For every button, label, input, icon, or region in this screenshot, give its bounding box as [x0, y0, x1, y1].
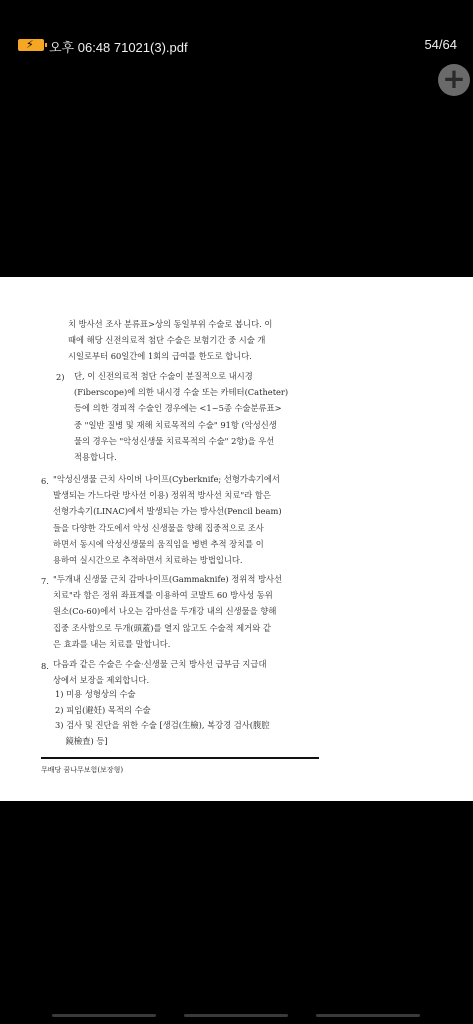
text-line: 집중 조사함으로 두개(頭蓋)를 열지 않고도 수술적 제거와 같: [53, 622, 271, 633]
item-8-sublist: [55, 687, 270, 749]
text-line: 선형가속기(LINAC)에서 발생되는 가는 방사선(Pencil beam): [53, 506, 282, 517]
page-counter: 54/64: [424, 37, 457, 52]
zoom-in-button[interactable]: +: [438, 64, 470, 96]
item-7-number: 7.: [41, 576, 49, 586]
list-item: 3) 검사 및 진단을 위한 수술 [생검(生檢), 복강경 검사(腹腔: [55, 720, 270, 730]
text-line: 중 "일반 질병 및 재해 치료목적의 수술" 91항 (악성신생: [74, 419, 277, 430]
text-line: 은 효과를 내는 치료를 말합니다.: [53, 638, 171, 649]
item-8-number: 8.: [41, 661, 49, 671]
list-item: 1) 미용 성형상의 수술: [55, 689, 136, 699]
text-line: 단, 이 신전의료적 첨단 수술이 분질적으로 내시경: [74, 371, 253, 381]
nav-handle-right[interactable]: [316, 1014, 420, 1017]
battery-charging-icon: ⚡: [18, 39, 44, 51]
text-line: 등에 의한 경피적 수술인 경우에는 <1~5종 수술분류표>: [74, 403, 282, 414]
text-line: 상에서 보장을 제외합니다.: [53, 675, 150, 686]
text-line: 치 방사선 조사 분류표>상의 동일부위 수술로 봅니다. 이: [68, 319, 273, 329]
status-bar: [0, 30, 473, 60]
list-item: 鏡檢査) 등]: [55, 735, 108, 746]
nav-handle-center[interactable]: [184, 1014, 288, 1017]
gesture-navigation-bar: [0, 1008, 473, 1024]
text-line: 발생되는 가느다란 방사선 이용) 정위적 방사선 치료"라 함은: [53, 490, 271, 501]
item-6-number: 6.: [41, 476, 49, 486]
item-8-text: [53, 656, 320, 688]
text-line: 다음과 같은 수술은 수술·신생물 근치 방사선 급부금 지급대: [53, 659, 267, 669]
text-line: 시일로부터 60일간에 1회의 급여를 한도로 합니다.: [68, 351, 252, 362]
footer-text: 무배당 꿈나무보험(보장형): [41, 766, 124, 774]
footer-divider: [41, 757, 319, 759]
text-line: 치료"라 함은 정위 좌표계를 이용하여 코발트 60 방사성 동위: [53, 590, 273, 601]
pdf-page: [0, 277, 473, 801]
paragraph-top: [68, 316, 318, 365]
text-line: 들을 다양한 각도에서 악성 신생물을 향해 집중적으로 조사: [53, 522, 264, 533]
text-line: 하면서 동시에 악성신생물의 움직임을 병변 추적 장치를 이: [53, 538, 264, 549]
text-line: 때에 해당 신전의료적 첨단 수술은 보험기간 중 시술 개: [68, 335, 266, 346]
item-2-number: 2): [56, 372, 65, 382]
nav-handle-left[interactable]: [52, 1014, 156, 1017]
text-line: 적용합니다.: [74, 452, 117, 463]
text-line: 원소(Co-60)에서 나오는 감마선을 두개강 내의 신생물을 향해: [53, 606, 277, 617]
text-line: 물의 경우는 "악성신생물 치료목적의 수술" 2항)을 우선: [74, 435, 275, 446]
time-and-filename: 오후 06:48 71021(3).pdf: [49, 40, 188, 55]
text-line: (Fiberscope)에 의한 내시경 수술 또는 카테터(Catheter): [74, 387, 289, 398]
text-line: "악성신생물 근치 사이버 나이프(Cyberknife; 선형가속기에서: [53, 474, 280, 484]
item-7-text: [53, 571, 320, 652]
list-item: 2) 피임(避妊) 목적의 수술: [55, 704, 151, 715]
text-line: 용하여 실시간으로 추적하면서 치료하는 방법입니다.: [53, 555, 243, 566]
item-2-text: [74, 368, 320, 465]
text-line: "두개내 신생물 근치 감마나이프(Gammaknife) 정위적 방사선: [53, 574, 283, 584]
item-6-text: [53, 471, 320, 568]
